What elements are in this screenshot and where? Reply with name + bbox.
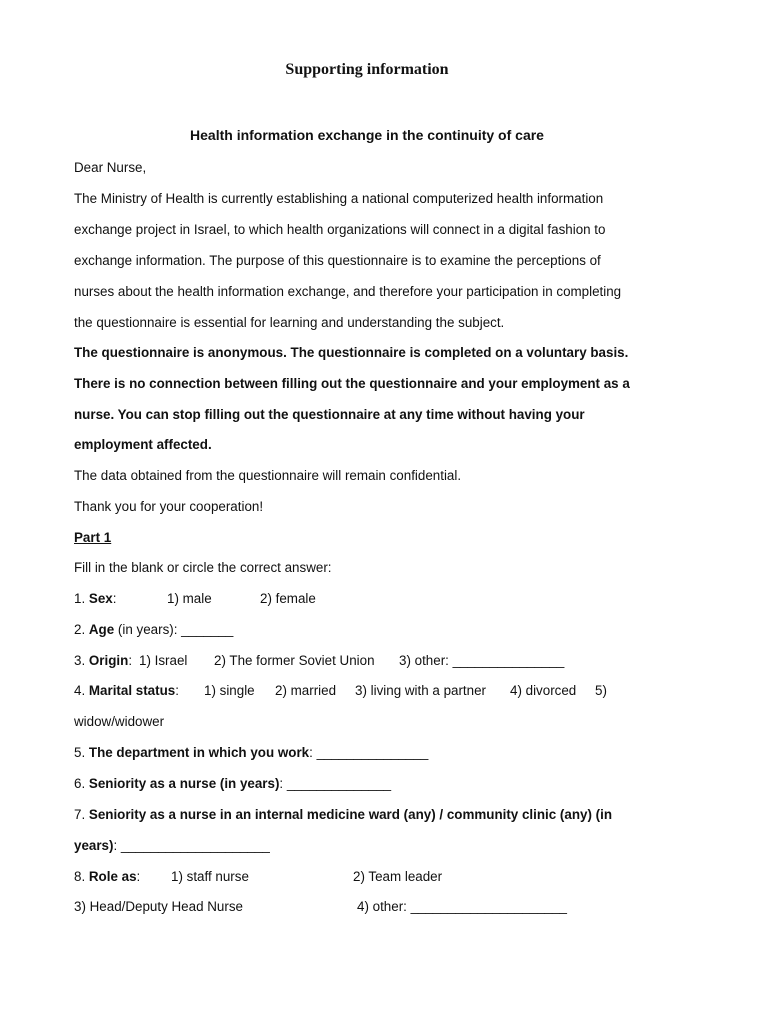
thanks-note: Thank you for your cooperation! bbox=[74, 499, 264, 514]
question-number: 2. bbox=[74, 622, 89, 637]
question-label-cont: years) bbox=[74, 838, 114, 853]
question-seniority bbox=[74, 776, 391, 792]
question-label: Marital status bbox=[88, 683, 176, 698]
marital-option-widow[interactable]: widow/widower bbox=[74, 714, 165, 729]
role-option-staff-nurse[interactable]: 1) staff nurse bbox=[171, 869, 249, 884]
question-label: Seniority as a nurse in an internal medicine ward (any) / community clinic (any) (in bbox=[88, 807, 612, 822]
question-number: 1. bbox=[74, 591, 89, 606]
seniority-blank[interactable]: : ______________ bbox=[279, 776, 392, 791]
question-marital-status: 4. Marital status: bbox=[74, 683, 179, 698]
question-label: Age bbox=[88, 622, 115, 637]
confidential-note: The data obtained from the questionnaire will remain confidential. bbox=[74, 468, 462, 483]
intro-line-5: the questionnaire is essential for learning and understanding the subject. bbox=[74, 315, 505, 330]
marital-option-widow-number[interactable]: 5) bbox=[595, 683, 607, 698]
document-subtitle: Health information exchange in the continuity of care bbox=[190, 127, 544, 143]
question-label: Seniority as a nurse (in years) bbox=[88, 776, 280, 791]
question-label: The department in which you work bbox=[88, 745, 310, 760]
origin-option-israel[interactable]: 1) Israel bbox=[139, 653, 188, 668]
marital-option-partner[interactable]: 3) living with a partner bbox=[355, 683, 486, 698]
part-label: Part 1 bbox=[74, 530, 112, 545]
question-number: 5. bbox=[74, 745, 89, 760]
question-ward-seniority-cont bbox=[74, 838, 270, 854]
question-role: 8. Role as: bbox=[74, 869, 141, 884]
salutation: Dear Nurse, bbox=[74, 160, 147, 175]
notice-line-3: nurse. You can stop filling out the questionnaire at any time without having your bbox=[74, 407, 585, 422]
question-sex: 1. Sex: bbox=[74, 591, 117, 606]
question-ward-seniority bbox=[74, 807, 612, 823]
role-option-other[interactable]: 4) other: _____________________ bbox=[357, 899, 567, 914]
ward-seniority-blank[interactable]: : ____________________ bbox=[113, 838, 270, 853]
intro-line-2: exchange project in Israel, to which health organizations will connect in a digital fashion to bbox=[74, 222, 606, 237]
question-age bbox=[74, 622, 233, 638]
sex-option-male[interactable]: 1) male bbox=[167, 591, 212, 606]
age-blank[interactable]: (in years): _______ bbox=[114, 622, 234, 637]
question-number: 4. bbox=[74, 683, 89, 698]
question-number: 8. bbox=[74, 869, 89, 884]
question-number: 3. bbox=[74, 653, 89, 668]
question-label: Origin bbox=[88, 653, 129, 668]
origin-option-other[interactable]: 3) other: _______________ bbox=[399, 653, 565, 668]
question-number: 6. bbox=[74, 776, 89, 791]
page-title: Supporting information bbox=[285, 61, 449, 78]
marital-option-single[interactable]: 1) single bbox=[204, 683, 255, 698]
marital-option-divorced[interactable]: 4) divorced bbox=[510, 683, 577, 698]
question-department bbox=[74, 745, 428, 761]
instruction: Fill in the blank or circle the correct answer: bbox=[74, 560, 332, 575]
sex-option-female[interactable]: 2) female bbox=[260, 591, 316, 606]
question-label: Sex bbox=[88, 591, 113, 606]
marital-option-married[interactable]: 2) married bbox=[275, 683, 337, 698]
question-number: 7. bbox=[74, 807, 89, 822]
question-origin: 3. Origin: bbox=[74, 653, 133, 668]
question-label: Role as bbox=[88, 869, 137, 884]
notice-line-1: The questionnaire is anonymous. The questionnaire is completed on a voluntary basis. bbox=[74, 345, 629, 360]
intro-line-1: The Ministry of Health is currently establishing a national computerized health information bbox=[74, 191, 604, 206]
notice-line-4: employment affected. bbox=[74, 437, 212, 452]
intro-line-4: nurses about the health information exchange, and therefore your participation in completing bbox=[74, 284, 622, 299]
role-option-head-nurse[interactable]: 3) Head/Deputy Head Nurse bbox=[74, 899, 243, 914]
notice-line-2: There is no connection between filling out the questionnaire and your employment as a bbox=[74, 376, 630, 391]
department-blank[interactable]: : _______________ bbox=[309, 745, 429, 760]
origin-option-fsu[interactable]: 2) The former Soviet Union bbox=[214, 653, 375, 668]
intro-line-3: exchange information. The purpose of this questionnaire is to examine the perceptions of bbox=[74, 253, 601, 268]
role-option-team-leader[interactable]: 2) Team leader bbox=[353, 869, 443, 884]
